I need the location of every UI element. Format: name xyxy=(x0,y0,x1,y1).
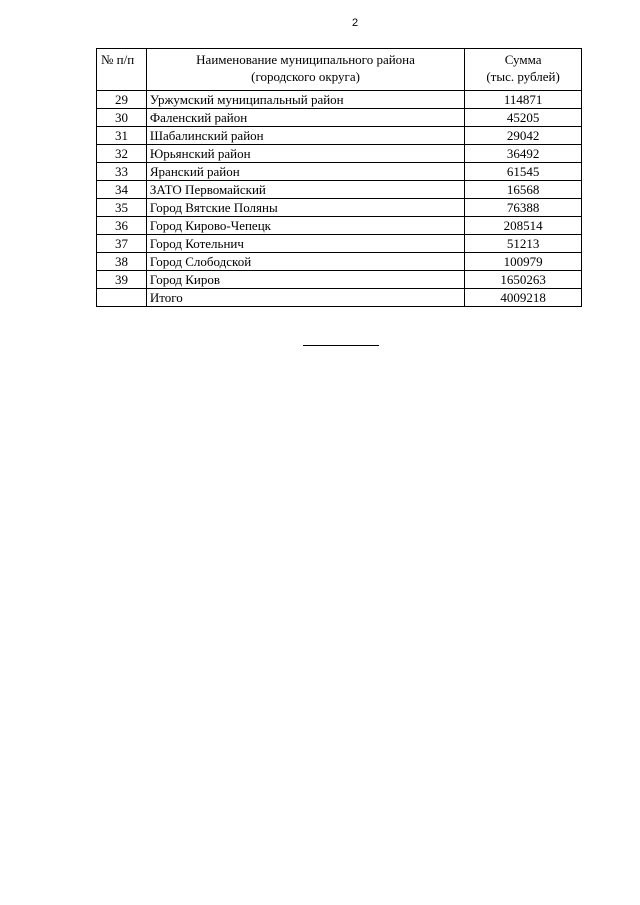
table-row xyxy=(97,253,582,271)
row-name: Юрьянский район xyxy=(146,145,464,163)
table-row xyxy=(97,163,582,181)
row-num: 29 xyxy=(97,91,147,109)
row-sum: 208514 xyxy=(465,217,582,235)
row-num: 37 xyxy=(97,235,147,253)
row-name: Яранский район xyxy=(146,163,464,181)
row-sum: 16568 xyxy=(465,181,582,199)
row-sum: 45205 xyxy=(465,109,582,127)
header-num: № п/п xyxy=(97,49,147,91)
row-name: Город Котельнич xyxy=(146,235,464,253)
total-label: Итого xyxy=(146,289,464,307)
header-name-line2: (городского округа) xyxy=(251,69,360,84)
row-sum: 61545 xyxy=(465,163,582,181)
row-name: Город Кирово-Чепецк xyxy=(146,217,464,235)
row-sum: 100979 xyxy=(465,253,582,271)
row-num: 38 xyxy=(97,253,147,271)
total-sum: 4009218 xyxy=(465,289,582,307)
table-row xyxy=(97,145,582,163)
table-row xyxy=(97,127,582,145)
table-row xyxy=(97,217,582,235)
row-num: 34 xyxy=(97,181,147,199)
row-num: 36 xyxy=(97,217,147,235)
header-sum-line2: (тыс. рублей) xyxy=(486,69,560,84)
total-num xyxy=(97,289,147,307)
row-num: 31 xyxy=(97,127,147,145)
table-row xyxy=(97,109,582,127)
table-row xyxy=(97,199,582,217)
row-sum: 29042 xyxy=(465,127,582,145)
row-sum: 36492 xyxy=(465,145,582,163)
header-name-line1: Наименование муниципального района xyxy=(196,52,415,67)
table-row xyxy=(97,271,582,289)
municipal-sums-table xyxy=(96,48,582,307)
table-row xyxy=(97,235,582,253)
table-row xyxy=(97,91,582,109)
page-number xyxy=(35,17,640,29)
row-sum: 51213 xyxy=(465,235,582,253)
row-num: 32 xyxy=(97,145,147,163)
row-num: 33 xyxy=(97,163,147,181)
row-name: Уржумский муниципальный район xyxy=(146,91,464,109)
row-num: 30 xyxy=(97,109,147,127)
header-sum xyxy=(465,49,582,91)
row-name: Шабалинский район xyxy=(146,127,464,145)
row-name: Город Вятские Поляны xyxy=(146,199,464,217)
row-name: ЗАТО Первомайский xyxy=(146,181,464,199)
header-name xyxy=(146,49,464,91)
row-sum: 114871 xyxy=(465,91,582,109)
row-name: Город Слободской xyxy=(146,253,464,271)
row-num: 35 xyxy=(97,199,147,217)
header-sum-line1: Сумма xyxy=(504,52,542,67)
table-header-row xyxy=(97,49,582,91)
row-name: Город Киров xyxy=(146,271,464,289)
row-sum: 1650263 xyxy=(465,271,582,289)
row-sum: 76388 xyxy=(465,199,582,217)
row-name: Фаленский район xyxy=(146,109,464,127)
table-row xyxy=(97,181,582,199)
page-number-text: 2 xyxy=(351,17,359,29)
end-separator-line xyxy=(303,345,379,346)
row-num: 39 xyxy=(97,271,147,289)
table-total-row xyxy=(97,289,582,307)
